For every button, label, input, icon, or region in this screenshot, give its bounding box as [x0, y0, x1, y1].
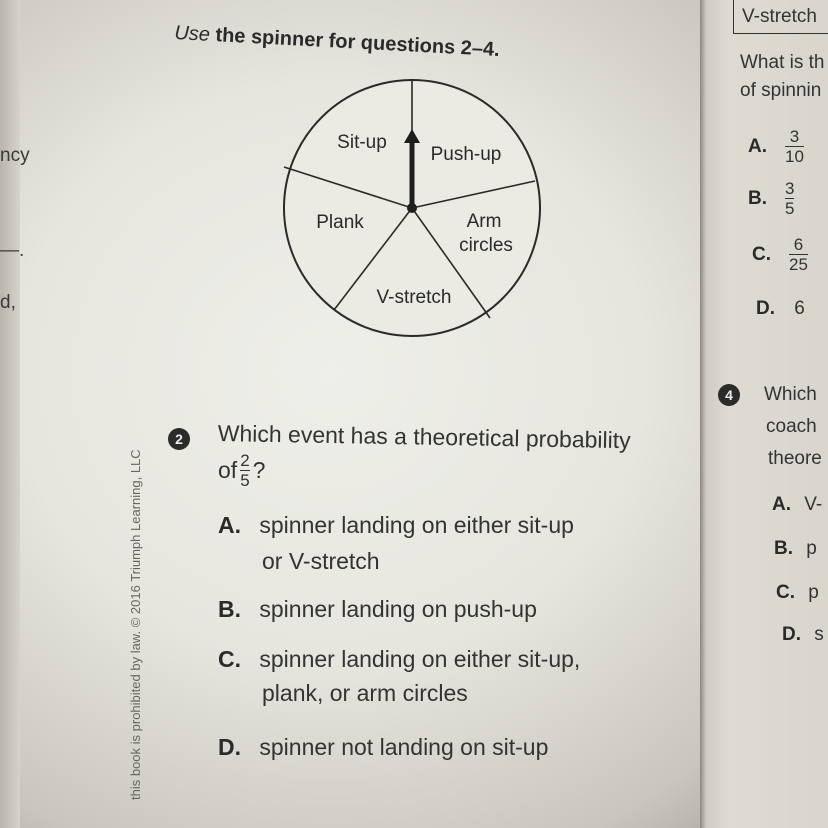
answer-option-d[interactable]	[218, 734, 548, 761]
option-text: spinner landing on either sit-up	[259, 512, 574, 538]
spinner-label: Arm	[466, 211, 502, 232]
question-text-line2	[218, 452, 265, 489]
option-fraction	[785, 128, 804, 165]
question-number-badge: 2	[168, 428, 190, 450]
q4-option-b[interactable]	[774, 538, 817, 560]
question-of: of	[218, 457, 238, 483]
option-letter: B.	[748, 187, 767, 209]
option-text-continued: or V-stretch	[262, 548, 380, 574]
right-page	[700, 0, 828, 828]
option-letter: A.	[748, 135, 767, 157]
fraction-denominator: 25	[789, 255, 808, 274]
left-page-edge	[0, 0, 20, 828]
fraction-denominator: 5	[785, 199, 795, 218]
spinner-label: V-stretch	[376, 287, 452, 308]
answer-option-b[interactable]	[218, 596, 537, 623]
result-box-text: V-stretch	[742, 5, 817, 27]
option-fraction	[789, 236, 808, 273]
spinner	[270, 75, 560, 345]
option-letter: C.	[752, 243, 771, 265]
q3-option-a[interactable]	[748, 128, 807, 165]
fraction-numerator: 2	[240, 451, 250, 470]
option-letter: C.	[218, 646, 241, 672]
spinner-pivot	[407, 203, 417, 213]
option-text: V-	[804, 494, 823, 515]
question-fraction	[240, 452, 249, 489]
spinner-label: Push-up	[430, 144, 502, 165]
spinner-label: Sit-up	[337, 132, 387, 153]
answer-option-a[interactable]	[218, 512, 574, 539]
heading-prefix: Use	[173, 22, 211, 46]
question-mark: ?	[252, 457, 266, 483]
option-letter: D.	[756, 298, 775, 319]
spinner-result-box	[733, 0, 828, 34]
option-text-continued: plank, or arm circles	[262, 680, 468, 706]
option-letter: D.	[218, 734, 241, 760]
fraction-numerator: 3	[789, 127, 800, 146]
heading-text: the spinner for questions 2–4.	[214, 24, 501, 62]
q4-option-a[interactable]	[772, 494, 822, 516]
margin-fragment: ncy	[0, 145, 30, 166]
option-text: p	[806, 538, 817, 559]
option-letter: D.	[782, 624, 801, 645]
option-text: spinner landing on push-up	[259, 596, 537, 622]
option-fraction	[785, 180, 794, 217]
copyright-notice: this book is prohibited by law. © 2016 Triumph Learning, LLC	[128, 449, 143, 800]
option-letter: A.	[772, 494, 791, 515]
option-text: spinner landing on either sit-up,	[259, 646, 581, 672]
question3-text: What is th	[740, 52, 825, 73]
q4-option-c[interactable]	[776, 582, 819, 604]
question-text: Which event has a theoretical probability	[217, 420, 631, 454]
fraction-numerator: 3	[785, 179, 795, 198]
margin-fragment: —.	[0, 240, 25, 261]
question3-text-line2: of spinnin	[740, 80, 822, 101]
option-text: spinner not landing on sit-up	[259, 734, 549, 760]
option-text: 6	[794, 298, 805, 319]
question4-text: Which	[764, 384, 817, 405]
option-letter: B.	[774, 538, 793, 559]
question4-text-line2: coach	[766, 416, 817, 437]
spinner-label: circles	[459, 235, 513, 256]
answer-option-c[interactable]	[218, 646, 580, 673]
q4-option-d[interactable]	[782, 624, 824, 646]
option-letter: A.	[218, 512, 241, 538]
q3-option-b[interactable]	[748, 180, 797, 217]
option-letter: C.	[776, 582, 795, 603]
question4-text-line3: theore	[768, 448, 822, 469]
q3-option-d[interactable]	[756, 298, 805, 320]
q3-option-c[interactable]	[752, 236, 811, 273]
spinner-label: Plank	[316, 212, 364, 233]
margin-fragment: d,	[0, 292, 16, 313]
option-text: p	[808, 582, 819, 603]
fraction-denominator: 10	[785, 147, 804, 166]
option-text: s	[814, 624, 824, 645]
fraction-denominator: 5	[240, 471, 250, 490]
question-number-badge: 4	[718, 384, 740, 406]
option-letter: B.	[218, 596, 241, 622]
fraction-numerator: 6	[793, 235, 804, 254]
